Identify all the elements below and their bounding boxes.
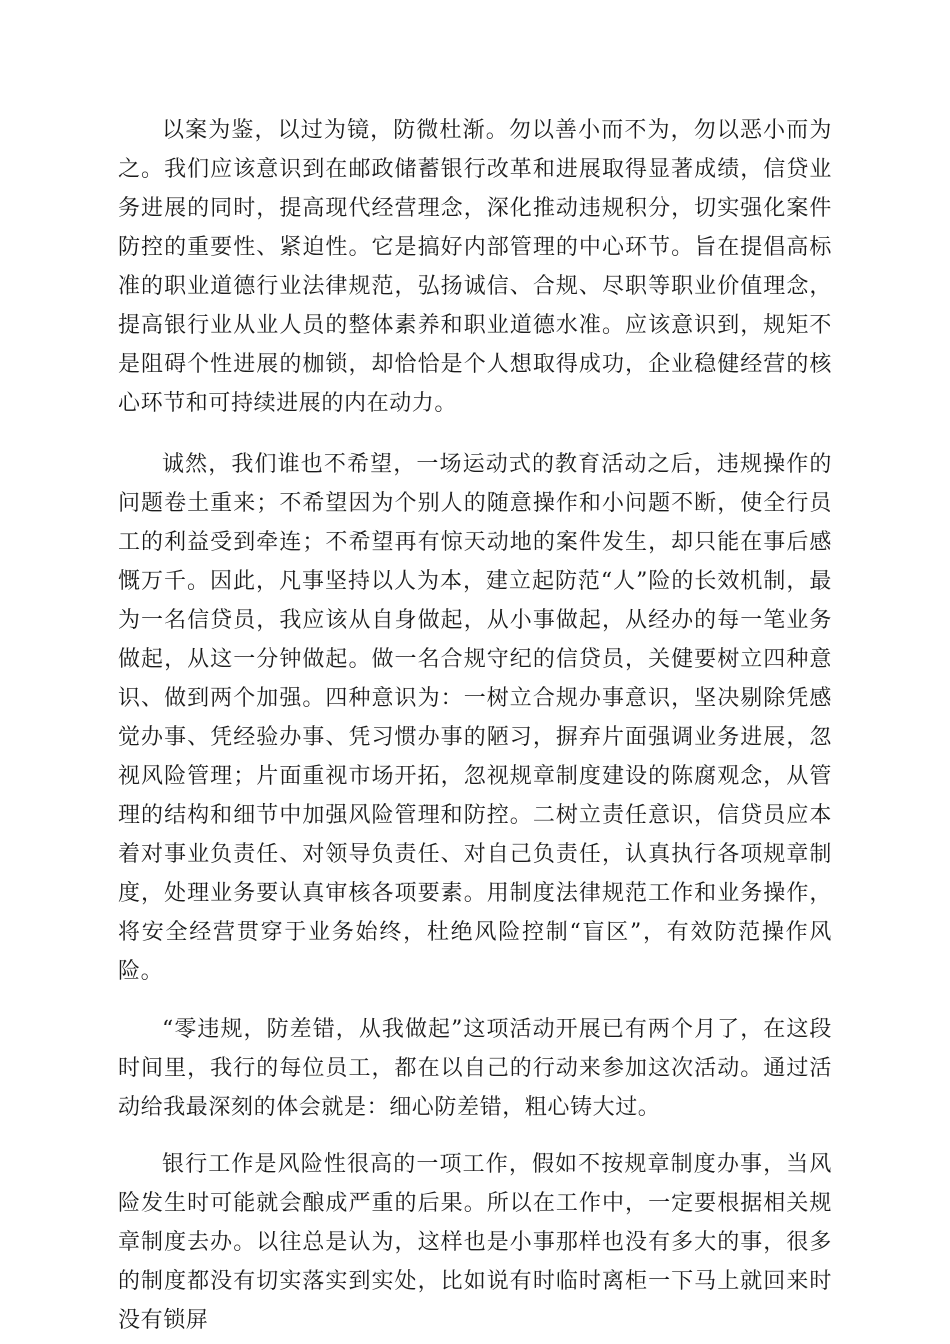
paragraph-1: 以案为鉴，以过为镜，防微杜渐。勿以善小而不为，勿以恶小而为之。我们应该意识到在邮政储蓄银行改革和进展取得显著成绩，信贷业务进展的同时，提高现代经营理念，深化推动违规积分，切实强化案件防控的重要性、紧迫性。它是搞好内部管理的中心环节。旨在提倡高标准的职业道德行业法律规范，弘扬诚信、合规、尽职等职业价值理念，提高银行业从业人员的整体素养和职业道德水准。应该意识到，规矩不是阻碍个性进展的枷锁，却恰恰是个人想取得成功，企业稳健经营的核心环节和可持续进展的内在动力。	[118, 118, 832, 416]
document-body	[118, 111, 832, 1340]
paragraph-3: “零违规，防差错，从我做起”这项活动开展已有两个月了，在这段时间里，我行的每位员工，都在以自己的行动来参加这次活动。通过活动给我最深刻的体会就是：细心防差错，粗心铸大过。	[118, 1017, 832, 1120]
paragraph-4: 银行工作是风险性很高的一项工作，假如不按规章制度办事，当风险发生时可能就会酿成严重的后果。所以在工作中，一定要根据相关规章制度去办。以往总是认为，这样也是小事那样也没有多大的事，很多的制度都没有切实落实到实处，比如说有时临时离柜一下马上就回来时没有锁屏	[118, 1152, 832, 1333]
paragraph-2: 诚然，我们谁也不希望，一场运动式的教育活动之后，违规操作的问题卷土重来；不希望因为个别人的随意操作和小问题不断，使全行员工的利益受到牵连；不希望再有惊天动地的案件发生，却只能在事后感慨万千。因此，凡事坚持以人为本，建立起防范“人”险的长效机制，最为一名信贷员，我应该从自身做起，从小事做起，从经办的每一笔业务做起，从这一分钟做起。做一名合规守纪的信贷员，关健要树立四种意识、做到两个加强。四种意识为：一树立合规办事意识，坚决剔除凭感觉办事、凭经验办事、凭习惯办事的陋习，摒弃片面强调业务进展，忽视风险管理；片面重视市场开拓，忽视规章制度建设的陈腐观念，从管理的结构和细节中加强风险管理和防控。二树立责任意识，信贷员应本着对事业负责任、对领导负责任、对自己负责任，认真执行各项规章制度，处理业务要认真审核各项要素。用制度法律规范工作和业务操作，将安全经营贯穿于业务始终，杜绝风险控制“盲区”，有效防范操作风险。	[118, 452, 832, 984]
